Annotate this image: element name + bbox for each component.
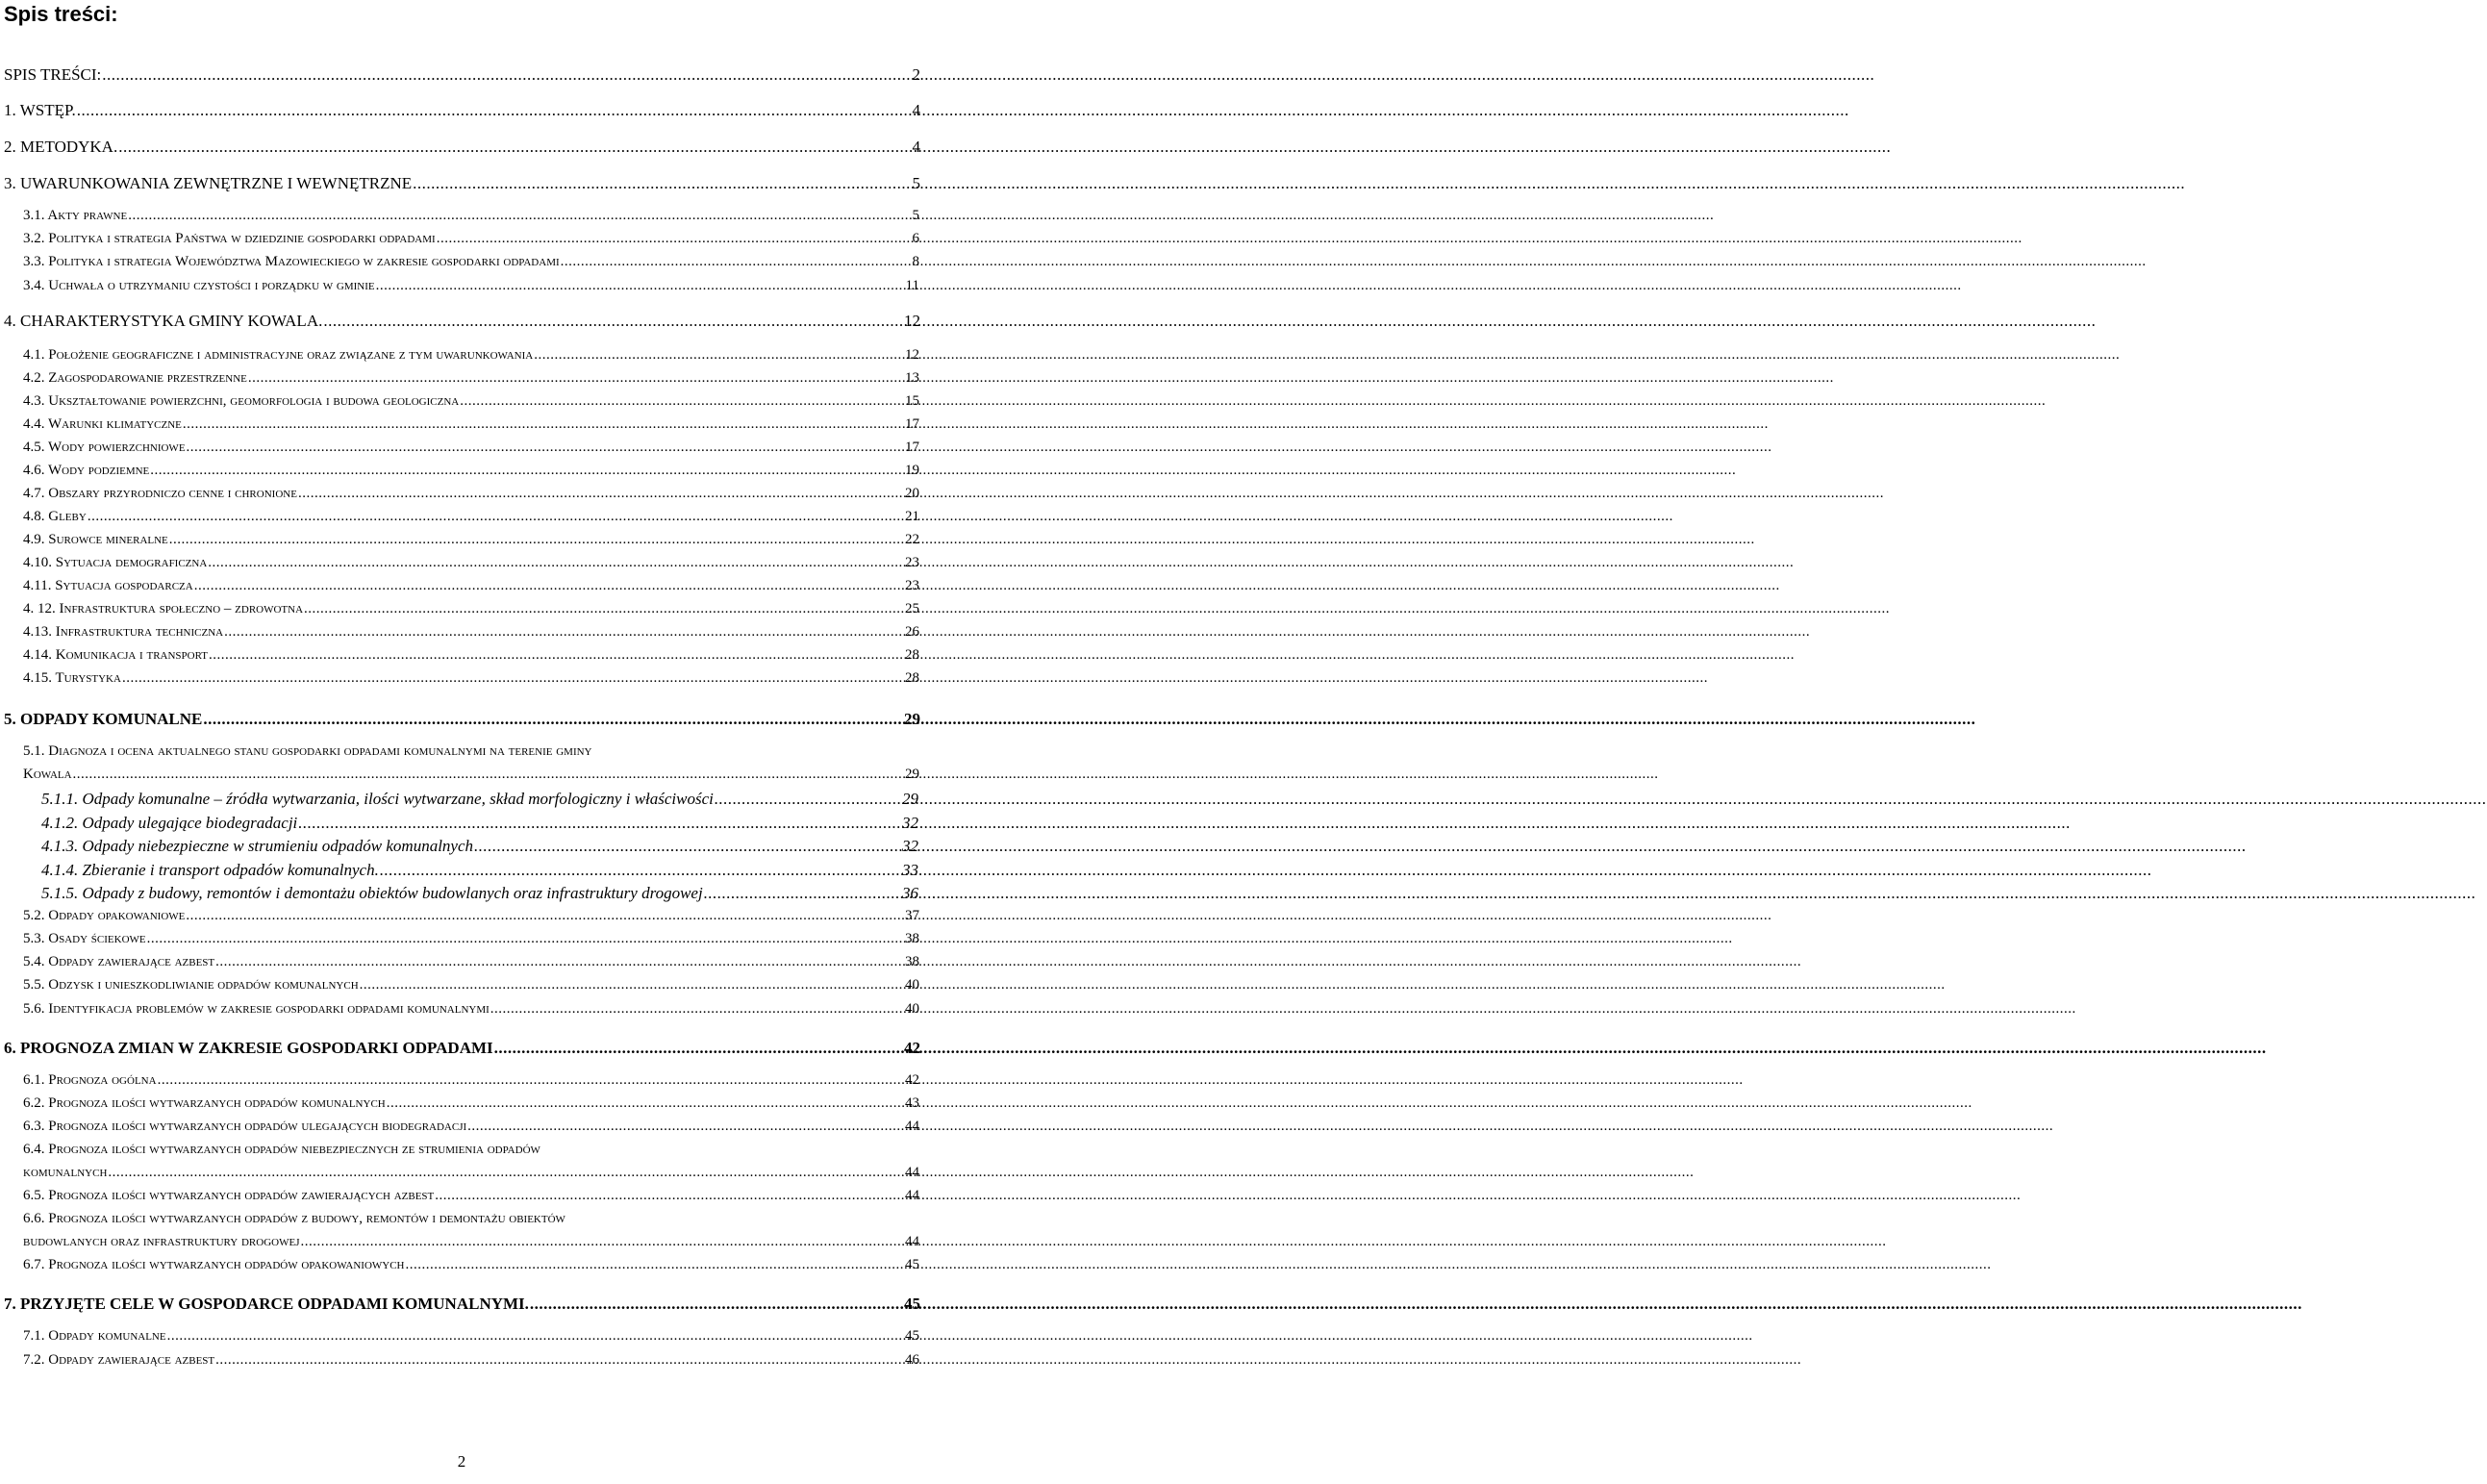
toc-entry-title: 4.1. Położenie geograficzne i administracyjne oraz związane z tym uwarunkowania (23, 347, 534, 363)
toc-entry-title: 4. CHARAKTERYSTYKA GMINY KOWALA. (4, 312, 323, 330)
toc-entry[interactable] (4, 710, 920, 729)
toc-dot-leader (158, 1072, 900, 1089)
toc-entry-page: 4 (912, 138, 920, 156)
toc-entry[interactable] (4, 1039, 920, 1058)
toc-entry[interactable] (23, 908, 919, 924)
toc-dot-leader (704, 884, 897, 903)
toc-entry[interactable] (23, 231, 919, 247)
toc-entry-page: 23 (905, 578, 919, 593)
toc-dot-leader (77, 101, 908, 120)
toc-entry-title: 5.1.1. Odpady komunalne – źródła wytwarzania, ilości wytwarzane, skład morfologiczny i właściwości (41, 790, 714, 808)
toc-entry-title: 3. UWARUNKOWANIA ZEWNĘTRZNE I WEWNĘTRZNE (4, 174, 413, 192)
page-number: 2 (457, 1452, 466, 1471)
toc-entry[interactable] (41, 837, 918, 856)
toc-entry-page: 6 (912, 231, 919, 246)
toc-entry-page: 8 (912, 254, 919, 269)
toc-entry-title: 4.13. Infrastruktura techniczna (23, 624, 224, 640)
toc-entry[interactable] (23, 393, 919, 410)
toc-entry[interactable] (23, 647, 919, 664)
toc-dot-leader (435, 1188, 900, 1204)
toc-entry-page: 4 (912, 101, 920, 119)
toc-dot-leader (300, 1234, 900, 1250)
toc-entry-title: budowlanych oraz infrastruktury drogowej (23, 1234, 300, 1249)
toc-entry-title: 4.7. Obszary przyrodniczo cenne i chronione (23, 486, 297, 501)
toc-entry-page: 22 (905, 532, 919, 547)
toc-entry-title: 5.2. Odpady opakowaniowe (23, 908, 186, 923)
toc-entry-page: 45 (904, 1295, 920, 1313)
toc-entry-title: 4. 12. Infrastruktura społeczno – zdrowotna (23, 601, 304, 616)
toc-entry-page: 44 (905, 1119, 919, 1134)
toc-entry-title: 4.1.3. Odpady niebezpieczne w strumieniu odpadów komunalnych (41, 837, 474, 855)
toc-entry-page: 5 (912, 174, 920, 192)
toc-entry[interactable] (4, 65, 920, 85)
toc-dot-leader (380, 861, 897, 880)
toc-entry[interactable] (23, 670, 919, 687)
toc-dot-leader (561, 254, 908, 270)
toc-dot-leader (534, 347, 900, 364)
toc-dot-leader (387, 1095, 900, 1112)
toc-entry-page: 11 (905, 278, 919, 293)
toc-entry-title: 6.5. Prognoza ilości wytwarzanych odpadów zawierających azbest (23, 1188, 435, 1203)
toc-entry-title: 5.1.5. Odpady z budowy, remontów i demontażu obiektów budowlanych oraz infrastruktury drogowej (41, 884, 703, 902)
toc-dot-leader (494, 1039, 899, 1058)
toc-entry[interactable] (23, 1119, 919, 1135)
toc-entry-page: 5 (912, 208, 919, 223)
toc-entry[interactable] (41, 884, 918, 903)
toc-dot-leader (183, 416, 900, 433)
toc-entry-title: 4.14. Komunikacja i transport (23, 647, 208, 663)
toc-dot-leader (530, 1295, 899, 1314)
toc-entry[interactable] (23, 954, 919, 970)
toc-entry-title: 1. WSTĘP. (4, 101, 76, 119)
toc-entry-title: 4.9. Surowce mineralne (23, 532, 168, 547)
toc-dot-leader (169, 532, 900, 548)
toc-entry-title: 3.1. Akty prawne (23, 208, 128, 223)
toc-entry-title: 6.7. Prognoza ilości wytwarzanych odpadów opakowaniowych (23, 1257, 405, 1272)
toc-dot-leader (187, 440, 900, 456)
toc-entry-page: 32 (902, 814, 918, 832)
toc-dot-leader (474, 837, 897, 856)
toc-entry-title: 4.8. Gleby (23, 509, 87, 524)
toc-entry-title: 5.1. Diagnoza i ocena aktualnego stanu gospodarki odpadami komunalnymi na terenie gminy (23, 743, 592, 759)
toc-entry[interactable] (23, 1072, 919, 1089)
toc-entry-title: SPIS TREŚCI: (4, 65, 102, 84)
toc-entry[interactable] (23, 440, 919, 456)
toc-entry-title: 4.15. Turystyka (23, 670, 121, 686)
toc-entry-page: 17 (905, 416, 919, 432)
toc-dot-leader (298, 814, 897, 833)
toc-dot-leader (122, 670, 900, 687)
toc-dot-leader (215, 954, 900, 970)
toc-entry-title: 6.1. Prognoza ogólna (23, 1072, 157, 1088)
toc-entry-page: 36 (902, 884, 918, 902)
toc-entry[interactable] (4, 138, 920, 157)
toc-dot-leader (715, 790, 897, 809)
toc-entry-page: 37 (905, 908, 919, 923)
toc-entry[interactable] (23, 463, 919, 479)
toc-entry[interactable] (23, 254, 919, 270)
toc-entry-title: 4.1.2. Odpady ulegające biodegradacji (41, 814, 298, 832)
toc-entry-page: 33 (902, 861, 918, 879)
toc-entry-title: 7.2. Odpady zawierające azbest (23, 1352, 215, 1368)
toc-entry-page: 19 (905, 463, 919, 478)
toc-entry[interactable] (23, 1142, 919, 1158)
toc-entry-page: 38 (905, 931, 919, 946)
toc-entry-page: 23 (905, 555, 919, 570)
toc-entry[interactable] (23, 1234, 919, 1250)
toc-entry-title: 6.2. Prognoza ilości wytwarzanych odpadów komunalnych (23, 1095, 386, 1111)
toc-entry[interactable] (23, 1257, 919, 1273)
toc-dot-leader (203, 710, 899, 729)
toc-entry-page: 32 (902, 837, 918, 855)
toc-dot-leader (360, 977, 900, 994)
toc-entry-title: 3.2. Polityka i strategia Państwa w dziedzinie gospodarki odpadami (23, 231, 436, 246)
toc-entry-title: 3.4. Uchwała o utrzymaniu czystości i porządku w gminie (23, 278, 375, 293)
toc-entry[interactable] (23, 486, 919, 502)
toc-dot-leader (208, 555, 900, 571)
toc-dot-leader (147, 931, 900, 947)
toc-entry-title: 7. PRZYJĘTE CELE W GOSPODARCE ODPADAMI KOMUNALNYMI. (4, 1295, 529, 1313)
toc-entry-page: 12 (905, 347, 919, 363)
toc-entry-title: 4.5. Wody powierzchniowe (23, 440, 186, 455)
toc-entry-page: 15 (905, 393, 919, 409)
toc-entry-page: 26 (905, 624, 919, 640)
toc-entry-page: 42 (904, 1039, 920, 1057)
toc-entry-title: 6.6. Prognoza ilości wytwarzanych odpadów z budowy, remontów i demontażu obiektów (23, 1211, 565, 1226)
toc-entry[interactable] (23, 767, 919, 783)
toc-entry[interactable] (4, 174, 920, 193)
toc-entry[interactable] (4, 312, 920, 331)
toc-entry-page: 43 (905, 1095, 919, 1111)
toc-entry[interactable] (23, 532, 919, 548)
toc-entry-page: 45 (905, 1328, 919, 1344)
toc-entry[interactable] (23, 278, 919, 294)
toc-dot-leader (460, 393, 900, 410)
toc-entry-title: 4.3. Ukształtowanie powierzchni, geomorfologia i budowa geologiczna (23, 393, 460, 409)
toc-entry[interactable] (23, 601, 919, 617)
toc-entry-page: 20 (905, 486, 919, 501)
table-of-contents (0, 0, 923, 1484)
toc-dot-leader (209, 647, 900, 664)
toc-entry[interactable] (23, 1328, 919, 1345)
toc-entry-page: 44 (905, 1165, 919, 1180)
toc-entry-page: 28 (905, 647, 919, 663)
toc-entry-title: 6.3. Prognoza ilości wytwarzanych odpadów ulegających biodegradacji (23, 1119, 467, 1134)
toc-entry-page: 12 (904, 312, 920, 330)
toc-dot-leader (150, 463, 900, 479)
toc-entry-page: 29 (904, 710, 920, 728)
toc-dot-leader (167, 1328, 900, 1345)
toc-entry-page: 42 (905, 1072, 919, 1088)
toc-dot-leader (323, 312, 899, 331)
toc-entry-page: 40 (905, 977, 919, 993)
toc-dot-leader (128, 208, 907, 224)
toc-entry-page: 2 (912, 65, 920, 84)
toc-entry-page: 38 (905, 954, 919, 969)
toc-entry-page: 40 (905, 1001, 919, 1017)
toc-entry[interactable] (23, 509, 919, 525)
toc-entry-title: 6.4. Prognoza ilości wytwarzanych odpadów niebezpiecznych ze strumienia odpadów (23, 1142, 540, 1157)
toc-entry-page: 29 (905, 767, 919, 782)
toc-entry-page: 45 (905, 1257, 919, 1272)
toc-entry[interactable] (23, 1165, 919, 1181)
toc-entry-page: 44 (905, 1188, 919, 1203)
toc-entry[interactable] (23, 347, 919, 364)
toc-dot-leader (73, 767, 900, 783)
toc-entry[interactable] (23, 1001, 919, 1018)
toc-entry-page: 29 (902, 790, 918, 808)
toc-entry-page: 25 (905, 601, 919, 616)
toc-dot-leader (108, 1165, 900, 1181)
page-heading: Spis treści: (4, 2, 118, 26)
toc-entry-page: 46 (905, 1352, 919, 1368)
toc-entry[interactable] (23, 555, 919, 571)
toc-entry[interactable] (4, 1295, 920, 1314)
toc-entry-title: Kowala (23, 767, 72, 782)
toc-entry-page: 17 (905, 440, 919, 455)
toc-entry-page: 21 (905, 509, 919, 524)
toc-entry[interactable] (23, 1211, 919, 1227)
toc-entry[interactable] (23, 578, 919, 594)
toc-entry-title: 4.11. Sytuacja gospodarcza (23, 578, 193, 593)
toc-entry-page: 13 (905, 370, 919, 386)
toc-entry[interactable] (41, 790, 918, 809)
toc-entry[interactable] (23, 416, 919, 433)
toc-entry-title: 4.6. Wody podziemne (23, 463, 150, 478)
toc-entry-page: 44 (905, 1234, 919, 1249)
toc-entry-title: 5.3. Osady ściekowe (23, 931, 146, 946)
toc-entry[interactable] (41, 861, 918, 880)
toc-entry-title: 5. ODPADY KOMUNALNE (4, 710, 203, 728)
toc-entry[interactable] (23, 977, 919, 994)
toc-entry[interactable] (23, 931, 919, 947)
toc-dot-leader (406, 1257, 901, 1273)
toc-entry-title: 7.1. Odpady komunalne (23, 1328, 166, 1344)
toc-dot-leader (304, 601, 900, 617)
toc-entry-title: 5.6. Identyfikacja problemów w zakresie gospodarki odpadami komunalnymi (23, 1001, 490, 1017)
toc-entry-title: 4.10. Sytuacja demograficzna (23, 555, 208, 570)
toc-entry[interactable] (23, 1188, 919, 1204)
toc-entry[interactable] (23, 1095, 919, 1112)
toc-entry-title: 4.1.4. Zbieranie i transport odpadów komunalnych. (41, 861, 379, 879)
toc-entry-title: 5.4. Odpady zawierające azbest (23, 954, 215, 969)
toc-entry[interactable] (23, 370, 919, 387)
toc-dot-leader (88, 509, 900, 525)
toc-entry[interactable] (23, 624, 919, 641)
toc-entry[interactable] (23, 208, 919, 224)
toc-entry[interactable] (23, 1352, 919, 1369)
toc-entry-title: komunalnych (23, 1165, 108, 1180)
toc-dot-leader (298, 486, 900, 502)
toc-entry-title: 3.3. Polityka i strategia Województwa Mazowieckiego w zakresie gospodarki odpadami (23, 254, 560, 269)
toc-entry-title: 6. PROGNOZA ZMIAN W ZAKRESIE GOSPODARKI ODPADAMI (4, 1039, 493, 1057)
toc-entry-title: 5.5. Odzysk i unieszkodliwianie odpadów komunalnych (23, 977, 359, 993)
toc-entry-title: 2. METODYKA. (4, 138, 118, 156)
toc-dot-leader (224, 624, 900, 641)
toc-dot-leader (186, 908, 900, 924)
toc-dot-leader (376, 278, 901, 294)
toc-dot-leader (413, 174, 907, 193)
toc-entry[interactable] (23, 743, 919, 760)
toc-dot-leader (118, 138, 907, 157)
toc-dot-leader (437, 231, 908, 247)
toc-entry[interactable] (41, 814, 918, 833)
toc-entry[interactable] (4, 101, 920, 120)
toc-dot-leader (248, 370, 900, 387)
toc-dot-leader (490, 1001, 900, 1018)
toc-dot-leader (467, 1119, 900, 1135)
toc-dot-leader (194, 578, 900, 594)
toc-dot-leader (215, 1352, 900, 1369)
toc-entry-title: 4.4. Warunki klimatyczne (23, 416, 182, 432)
toc-dot-leader (102, 65, 907, 85)
toc-entry-title: 4.2. Zagospodarowanie przestrzenne (23, 370, 247, 386)
toc-entry-page: 28 (905, 670, 919, 686)
